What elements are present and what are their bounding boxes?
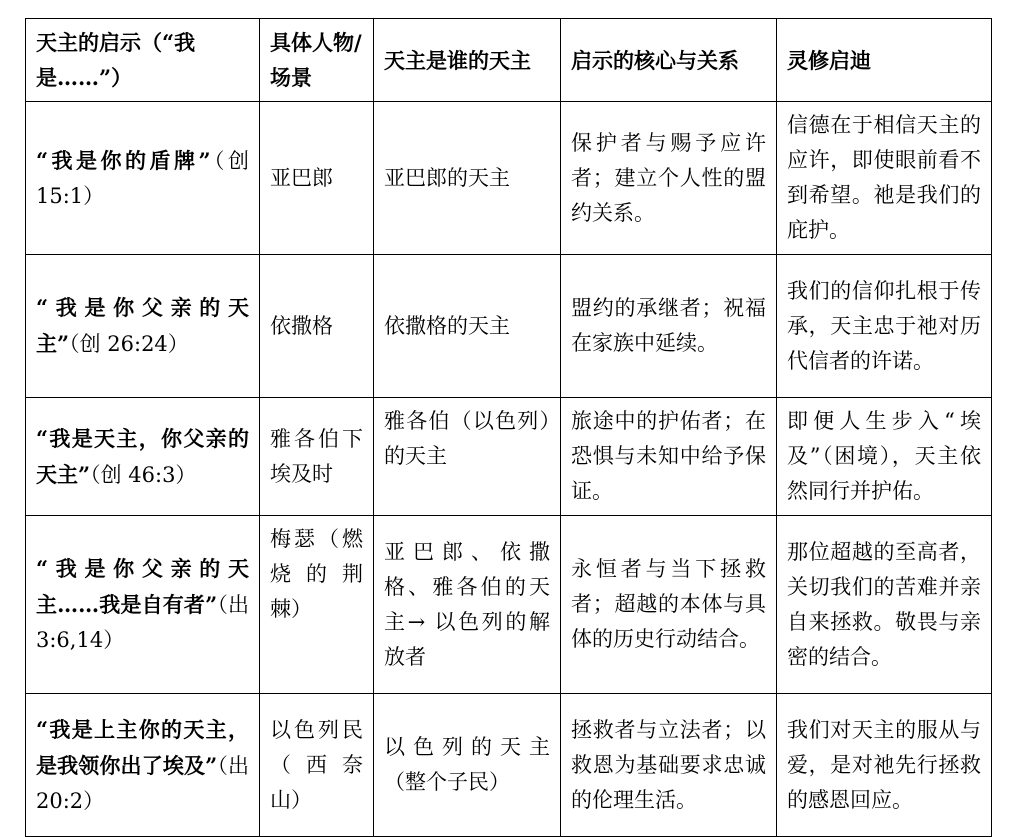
insight-cell: 我们对天主的服从与爱，是对祂先行拯救的感恩回应。 bbox=[777, 694, 992, 837]
table-row bbox=[26, 694, 992, 837]
person-cell: 以色列民（西奈山） bbox=[260, 694, 374, 837]
header-person: 具体人物/场景 bbox=[260, 19, 374, 102]
header-core: 启示的核心与关系 bbox=[561, 19, 777, 102]
god-of-cell: 雅各伯（以色列）的天主 bbox=[374, 398, 561, 516]
god-of-cell: 亚巴郎的天主 bbox=[374, 102, 561, 255]
header-row bbox=[26, 19, 992, 102]
header-god-of: 天主是谁的天主 bbox=[374, 19, 561, 102]
person-cell: 雅各伯下埃及时 bbox=[260, 398, 374, 516]
table-row bbox=[26, 255, 992, 398]
core-cell: 永恒者与当下拯救者；超越的本体与具体的历史行动结合。 bbox=[561, 516, 777, 694]
revelation-cell bbox=[26, 694, 260, 837]
revelation-quote: “我是你父亲的天主……我是自有者” bbox=[36, 556, 249, 617]
insight-cell: 即便人生步入“埃及”（困境），天主依然同行并护佑。 bbox=[777, 398, 992, 516]
scripture-reference: （出 20:2） bbox=[36, 753, 249, 813]
revelation-cell bbox=[26, 255, 260, 398]
god-of-cell: 以色列的天主（整个子民） bbox=[374, 694, 561, 837]
scripture-reference: （创 15:1） bbox=[36, 148, 249, 208]
scripture-reference: （创 26:24） bbox=[69, 332, 189, 356]
god-of-cell: 依撒格的天主 bbox=[374, 255, 561, 398]
revelation-table bbox=[25, 18, 992, 837]
header-revelation: 天主的启示（“我是……”） bbox=[26, 19, 260, 102]
god-of-cell: 亚巴郎、依撒格、雅各伯的天主→ 以色列的解放者 bbox=[374, 516, 561, 694]
core-cell: 盟约的承继者；祝福在家族中延续。 bbox=[561, 255, 777, 398]
table-row bbox=[26, 398, 992, 516]
insight-cell: 那位超越的至高者，关切我们的苦难并亲自来拯救。敬畏与亲密的结合。 bbox=[777, 516, 992, 694]
core-cell: 保护者与赐予应许者；建立个人性的盟约关系。 bbox=[561, 102, 777, 255]
core-cell: 旅途中的护佑者；在恐惧与未知中给予保证。 bbox=[561, 398, 777, 516]
revelation-cell bbox=[26, 398, 260, 516]
core-cell: 拯救者与立法者；以救恩为基础要求忠诚的伦理生活。 bbox=[561, 694, 777, 837]
table-row bbox=[26, 102, 992, 255]
revelation-quote: “我是你的盾牌” bbox=[36, 147, 211, 173]
scripture-reference: （出 3:6,14） bbox=[36, 593, 249, 652]
header-insight: 灵修启迪 bbox=[777, 19, 992, 102]
insight-cell: 信德在于相信天主的应许，即使眼前看不到希望。祂是我们的庇护。 bbox=[777, 102, 992, 255]
person-cell: 亚巴郎 bbox=[260, 102, 374, 255]
revelation-quote: “我是你父亲的天主” bbox=[36, 295, 249, 356]
scripture-reference: （创 46:3） bbox=[90, 462, 197, 487]
revelation-cell bbox=[26, 516, 260, 694]
revelation-quote: “我是天主，你父亲的天主” bbox=[36, 425, 249, 487]
revelation-cell bbox=[26, 102, 260, 255]
table-row bbox=[26, 516, 992, 694]
person-cell: 依撒格 bbox=[260, 255, 374, 398]
insight-cell: 我们的信仰扎根于传承，天主忠于祂对历代信者的许诺。 bbox=[777, 255, 992, 398]
revelation-quote: “我是上主你的天主，是我领你出了埃及” bbox=[36, 716, 249, 778]
person-cell: 梅瑟（燃烧的荆棘） bbox=[260, 516, 374, 694]
